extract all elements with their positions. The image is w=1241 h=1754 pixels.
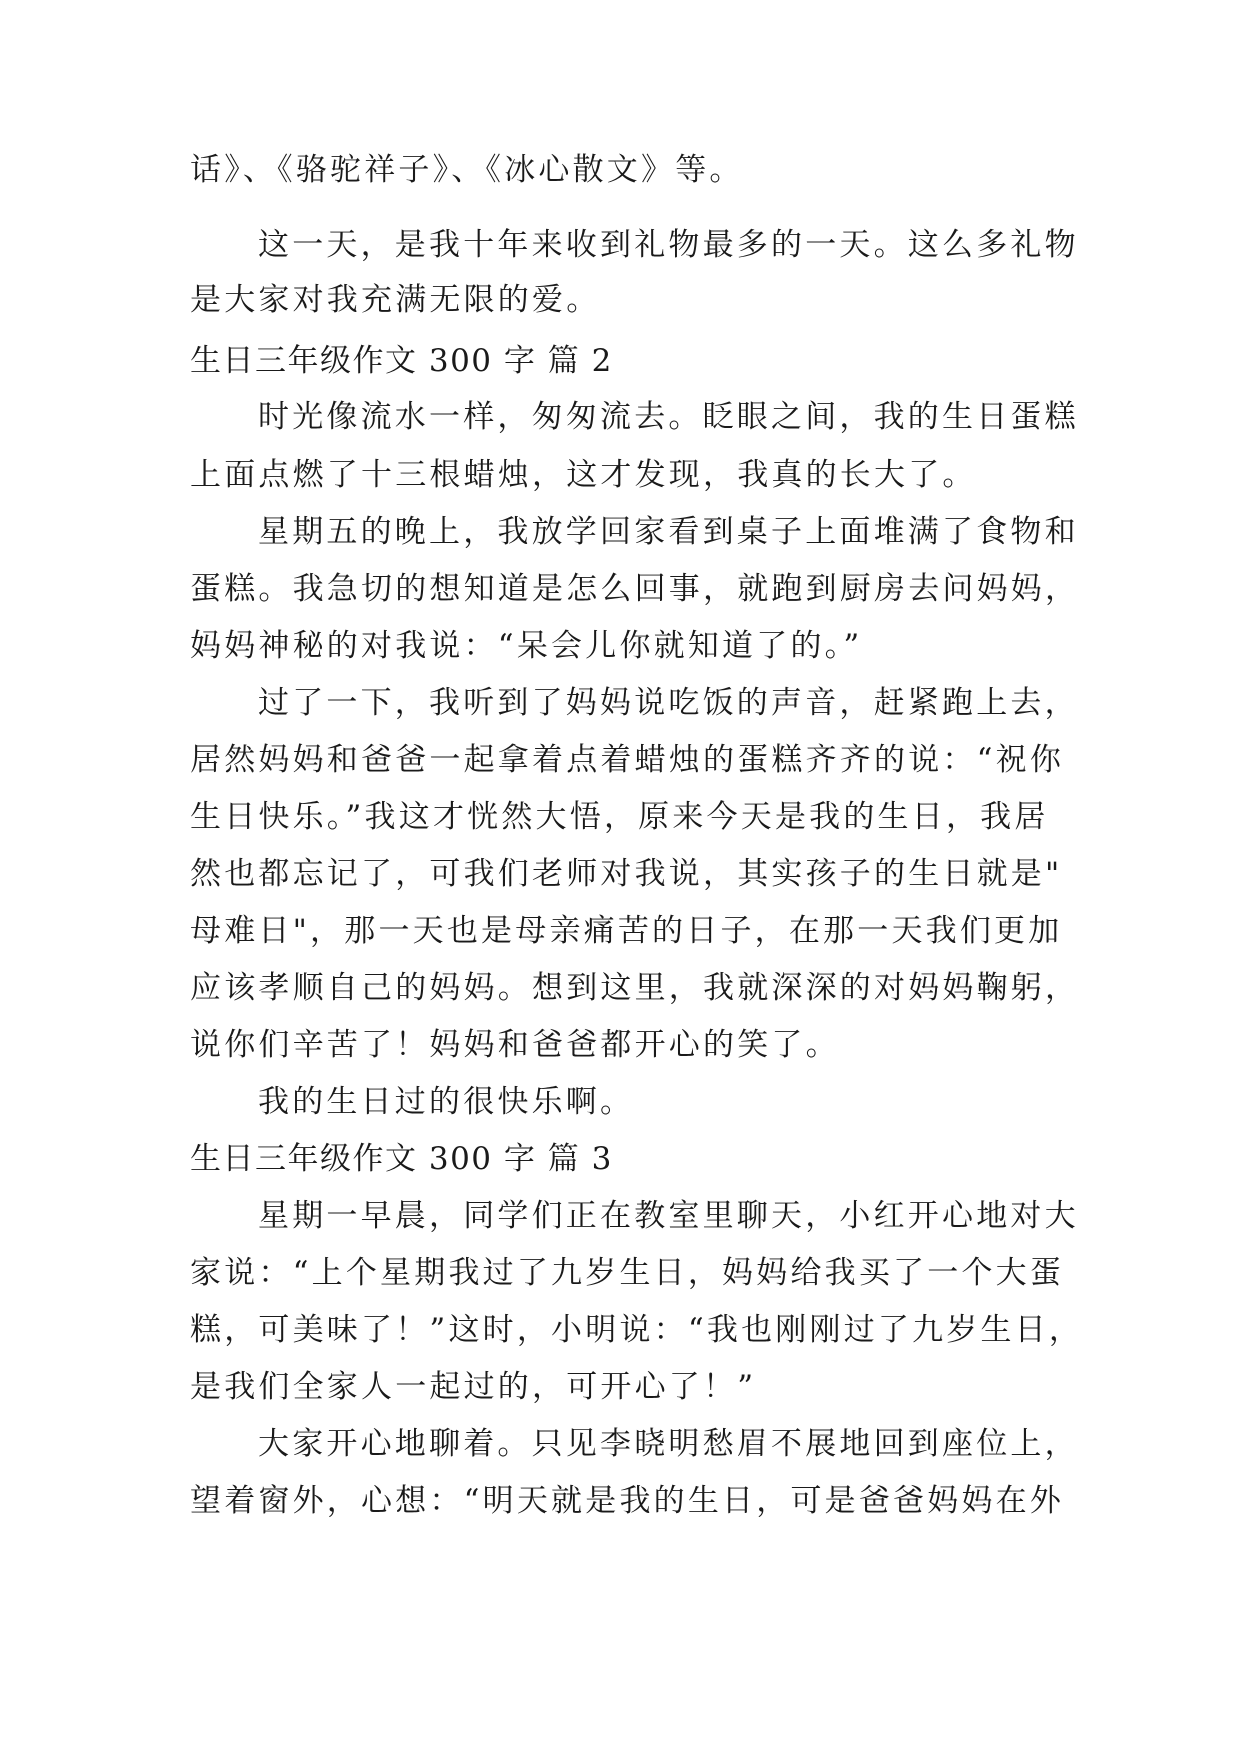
- section-heading: 生日三年级作文 300 字 篇 2: [190, 343, 613, 379]
- text-line: 这一天，是我十年来收到礼物最多的一天。这么多礼物: [258, 227, 1079, 263]
- text-line: 生日快乐。”我这才恍然大悟，原来今天是我的生日，我居: [190, 799, 1049, 835]
- section-heading: 生日三年级作文 300 字 篇 3: [190, 1141, 613, 1177]
- text-line: 糕，可美味了！”这时，小明说：“我也刚刚过了九岁生日，: [190, 1312, 1084, 1348]
- text-line: 上面点燃了十三根蜡烛，这才发现，我真的长大了。: [190, 457, 977, 493]
- text-line: 然也都忘记了，可我们老师对我说，其实孩子的生日就是": [190, 856, 1063, 892]
- text-line: 蛋糕。我急切的想知道是怎么回事，就跑到厨房去问妈妈，: [190, 571, 1080, 607]
- text-line: 过了一下，我听到了妈妈说吃饭的声音，赶紧跑上去，: [258, 685, 1079, 721]
- text-line: 妈妈神秘的对我说：“呆会儿你就知道了的。”: [190, 628, 863, 664]
- text-line: 说你们辛苦了！妈妈和爸爸都开心的笑了。: [190, 1027, 840, 1063]
- text-line: 是大家对我充满无限的爱。: [190, 282, 601, 318]
- text-line: 星期一早晨，同学们正在教室里聊天，小红开心地对大: [258, 1198, 1079, 1234]
- text-line: 居然妈妈和爸爸一起拿着点着蜡烛的蛋糕齐齐的说：“祝你: [190, 742, 1065, 778]
- text-line: 家说：“上个星期我过了九岁生日，妈妈给我买了一个大蛋: [190, 1255, 1065, 1291]
- text-line: 星期五的晚上，我放学回家看到桌子上面堆满了食物和: [258, 514, 1079, 550]
- text-line: 时光像流水一样，匆匆流去。眨眼之间，我的生日蛋糕: [258, 399, 1079, 435]
- text-line: 应该孝顺自己的妈妈。想到这里，我就深深的对妈妈鞠躬，: [190, 970, 1080, 1006]
- text-line: 大家开心地聊着。只见李晓明愁眉不展地回到座位上，: [258, 1426, 1079, 1462]
- text-line: 是我们全家人一起过的，可开心了！”: [190, 1369, 757, 1405]
- text-line: 话》、《骆驼祥子》、《冰心散文》等。: [190, 152, 744, 188]
- text-line: 母难日"，那一天也是母亲痛苦的日子，在那一天我们更加: [190, 913, 1063, 949]
- text-line: 望着窗外，心想：“明天就是我的生日，可是爸爸妈妈在外: [190, 1483, 1065, 1519]
- text-line: 我的生日过的很快乐啊。: [258, 1084, 635, 1120]
